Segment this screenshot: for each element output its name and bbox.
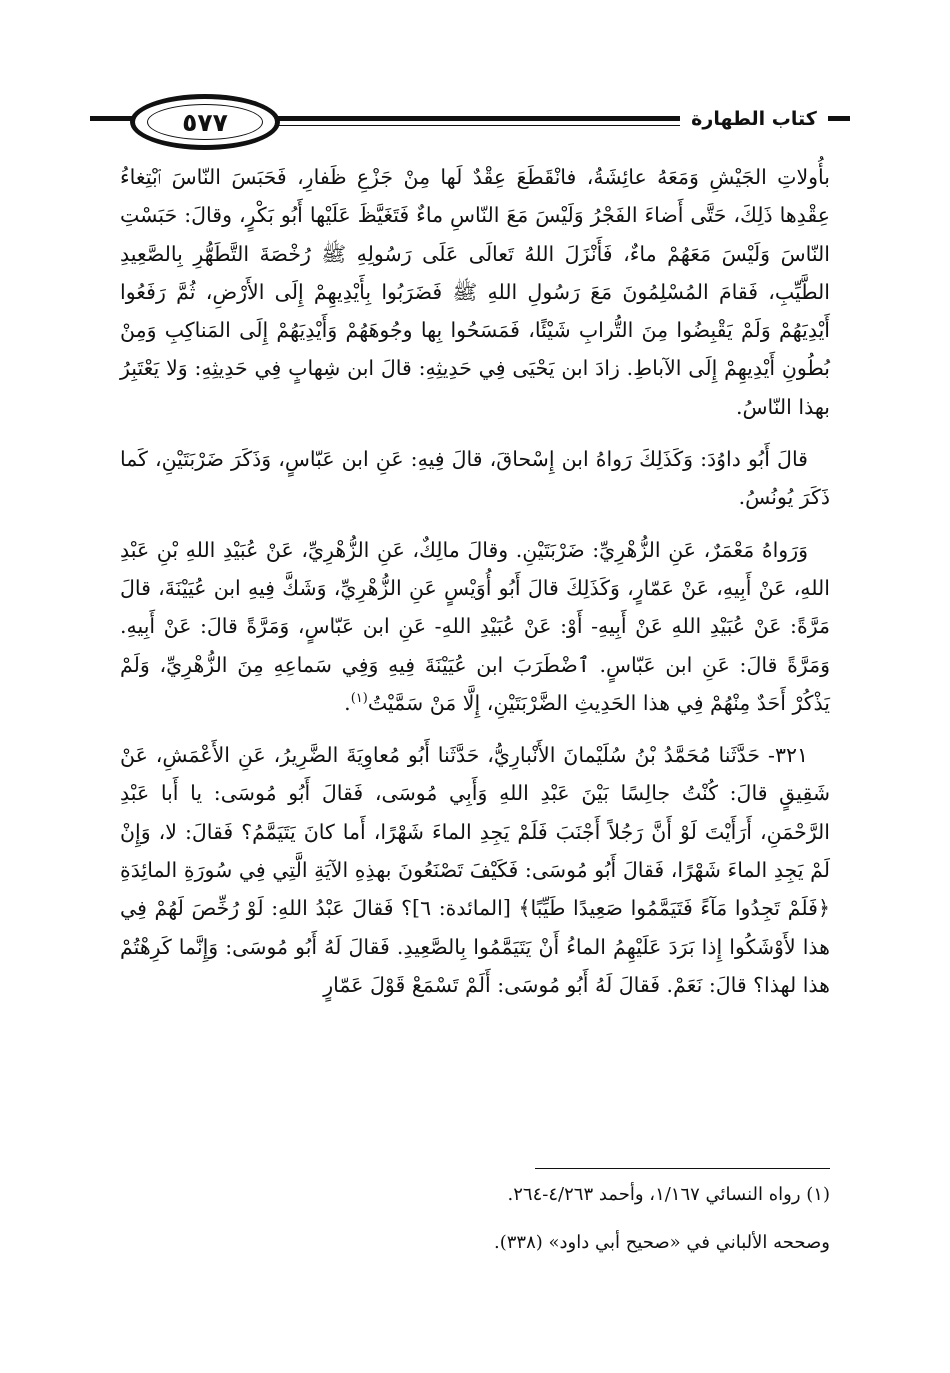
paragraph-1: بأُولاتِ الجَيْشِ وَمَعَهُ عائِشَةُ، فانْقَطَعَ عِقْدٌ لَها مِنْ جَزْعِ ظَفارِ، فَحَبَسَ النّاسَ ٱبْتِغاءُ عِقْدِها ذَلِكَ، حَتَّى أَضاءَ الفَجْرُ وَلَيْسَ مَعَ النّاسِ ماءٌ فَتَغَيَّظَ عَلَيْها أَبُو بَكْرٍ، وقالَ: حَبَسْتِ النّاسَ وَلَيْسَ مَعَهُمْ ماءٌ، فَأَنْزَلَ اللهُ تَعالَى عَلَى رَسُولِهِ ﷺ رُخْصَةَ التَّطَهُّرِ بِالصَّعِيدِ الطَّيِّبِ، فَقامَ المُسْلِمُونَ مَعَ رَسُولِ اللهِ ﷺ فَضَرَبُوا بِأَيْدِيهِمْ إِلَى الأَرْضِ، ثُمَّ رَفَعُوا أَيْدِيَهُمْ وَلَمْ يَقْبِضُوا مِنَ التُّرابِ شَيْئًا، فَمَسَحُوا بِها وجُوهَهُمْ وَأَيْدِيَهُمْ إِلَى المَناكِبِ وَمِنْ بُطُونِ أَيْدِيهِمْ إِلَى الآباطِ. زادَ ابن يَحْيَى فِي حَدِيثِهِ: قالَ ابن شِهابٍ فِي حَدِيثِهِ: وَلا يَعْتَبِرُ بهذا النّاسُ. xyxy=(120,165,830,419)
paragraph-3-text: وَرَواهُ مَعْمَرٌ، عَنِ الزُّهْرِيِّ: ضَرْبَتَيْنِ. وقالَ مالِكٌ، عَنِ الزُّهْرِيِّ، عَنْ عُبَيْدِ اللهِ بْنِ عَبْدِ اللهِ، عَنْ أَبِيهِ، عَنْ عَمّارٍ، وَكَذَلِكَ قالَ أَبُو أُوَيْسٍ عَنِ الزُّهْرِيِّ، وَشَكَّ فِيهِ ابن عُيَيْنَةَ، قالَ مَرَّةً: عَنْ عُبَيْدِ اللهِ عَنْ أَبِيهِ- أَوْ: عَنْ عُبَيْدِ اللهِ- عَنِ ابن عَبّاسٍ، وَمَرَّةً قالَ: عَنْ أَبِيهِ. وَمَرَّةً قالَ: عَنِ ابن عَبّاسٍ. ٱضْطَرَبَ ابن عُيَيْنَةَ فِيهِ وَفِي سَماعِهِ مِنَ الزُّهْرِيِّ، وَلَمْ يَذْكُرْ أَحَدٌ مِنْهُمْ فِي هذا الحَدِيثِ الضَّرْبَتَيْنِ، إِلَّا مَنْ سَمَّيْتُ xyxy=(120,537,830,715)
main-text xyxy=(120,158,830,1004)
page-number: ٥٧٧ xyxy=(182,107,228,137)
header-rule-main xyxy=(270,116,690,121)
footnote-marker: (١) xyxy=(350,691,368,707)
running-title: كتاب الطهارة xyxy=(680,108,828,130)
footnotes xyxy=(120,1182,830,1278)
page-number-badge xyxy=(130,94,280,150)
header-rule-main-thin xyxy=(270,125,690,126)
page-header xyxy=(90,88,850,158)
paragraph-3 xyxy=(120,531,830,722)
footnote-divider xyxy=(535,1168,830,1169)
footnote-1-continued: وصححه الألباني في «صحيح أبي داود» (٣٣٨). xyxy=(494,1232,830,1253)
footnote-1: (١) رواه النسائي ١/١٦٧، وأحمد ٤/٢٦٣-٢٦٤. xyxy=(507,1184,830,1205)
hadith-321: ٣٢١- حَدَّثَنا مُحَمَّدُ بْنُ سُلَيْمانَ الأَنْبارِيُّ، حَدَّثَنا أَبُو مُعاوِيَةَ الضَّرِيرُ، عَنِ الأَعْمَشِ، عَنْ شَقِيقٍ قالَ: كُنْتُ جالِسًا بَيْنَ عَبْدِ اللهِ وَأَبِي مُوسَى، فَقالَ أَبُو مُوسَى: يا أَبا عَبْدِ الرَّحْمَنِ، أَرَأَيْتَ لَوْ أَنَّ رَجُلاً أَجْنَبَ فَلَمْ يَجِدِ الماءَ شَهْرًا، أَما كانَ يَتَيَمَّمُ؟ فَقالَ: لا، وَإِنْ لَمْ يَجِدِ الماءَ شَهْرًا، فَقالَ أَبُو مُوسَى: فَكَيْفَ تَصْنَعُونَ بهذِهِ الآيَةِ الَّتِي فِي سُورَةِ المائِدَةِ ﴿فَلَمْ تَجِدُوا مَآءً فَتَيَمَّمُوا صَعِيدًا طَيِّبًا﴾ [المائدة: ٦]؟ فَقالَ عَبْدُ اللهِ: لَوْ رُخِّصَ لَهُمْ فِي هذا لأَوْشَكُوا إِذا بَرَدَ عَلَيْهِمُ الماءُ أَنْ يَتَيَمَّمُوا بِالصَّعِيدِ. فَقالَ لَهُ أَبُو مُوسَى: وَإِنَّما كَرِهْتُمْ هذا لهذا؟ قالَ: نَعَمْ. فَقالَ لَهُ أَبُو مُوسَى: أَلَمْ تَسْمَعْ قَوْلَ عَمّارٍ xyxy=(120,743,830,997)
paragraph-3-end: . xyxy=(344,690,351,715)
paragraph-2: قالَ أَبُو داوُدَ: وَكَذَلِكَ رَواهُ ابن إِسْحاقَ، قالَ فِيهِ: عَنِ ابن عَبّاسٍ، وَذَكَرَ ضَرْبَتَيْنِ، كَما ذَكَرَ يُونُسُ. xyxy=(120,447,830,510)
